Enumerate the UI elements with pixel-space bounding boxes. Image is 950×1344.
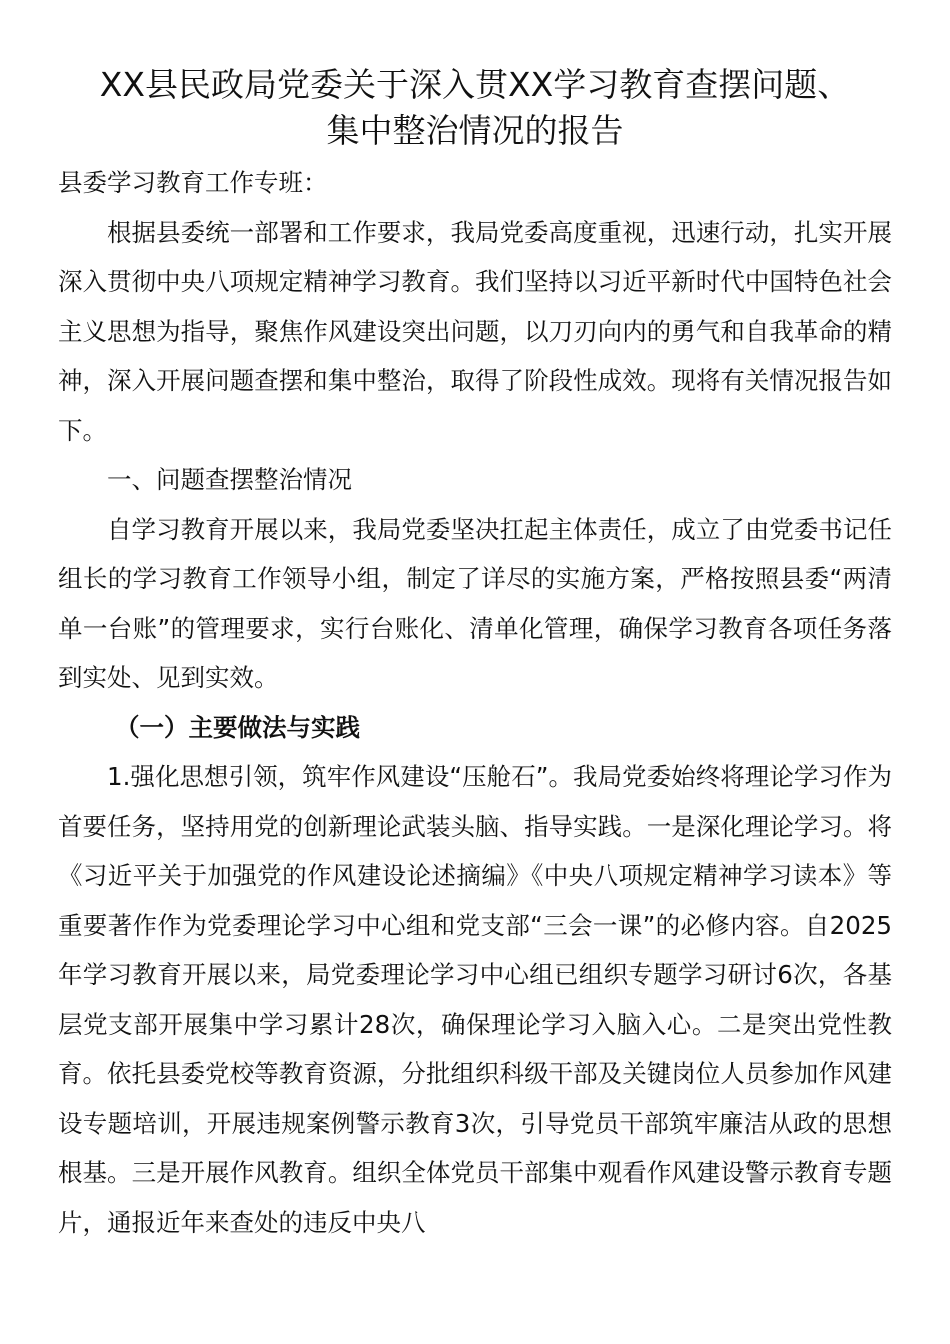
title-line-2: 集中整治情况的报告 <box>326 111 624 150</box>
subsection-heading-1: （一）主要做法与实践 <box>115 712 360 742</box>
intro-paragraph: 根据县委统一部署和工作要求，我局党委高度重视，迅速行动，扎实开展深入贯彻中央八项规定精神学习教育。我们坚持以习近平新时代中国特色社会主义思想为指导，聚焦作风建设突出问题，以刀刃向内的勇气和自我革命的精神，深入开展问题查摆和集中整治，取得了阶段性成效。现将有关情况报告如下。 <box>58 217 892 445</box>
salutation: 县委学习教育工作专班： <box>58 168 328 197</box>
document-title <box>58 62 892 154</box>
title-line-1: XX县民政局党委关于深入贯XX学习教育查摆问题、 <box>99 65 851 104</box>
section-1-paragraph: 自学习教育开展以来，我局党委坚决扛起主体责任，成立了由党委书记任组长的学习教育工作领导小组，制定了详尽的实施方案，严格按照县委“两清单一台账”的管理要求，实行台账化、清单化管理，确保学习教育各项任务落到实处、见到实效。 <box>58 514 892 692</box>
document-page <box>58 62 892 1247</box>
subsection-1-paragraph: 1.强化思想引领，筑牢作风建设“压舱石”。我局党委始终将理论学习作为首要任务，坚持用党的创新理论武装头脑、指导实践。一是深化理论学习。将《习近平关于加强党的作风建设论述摘编》《中央八项规定精神学习读本》等重要著作作为党委理论学习中心组和党支部“三会一课”的必修内容。自2025年学习教育开展以来，局党委理论学习中心组已组织专题学习研讨6次，各基层党支部开展集中学习累计28次，确保理论学习入脑入心。二是突出党性教育。依托县委党校等教育资源，分批组织科级干部及关键岗位人员参加作风建设专题培训，开展违规案例警示教育3次，引导党员干部筑牢廉洁从政的思想根基。三是开展作风教育。组织全体党员干部集中观看作风建设警示教育专题片，通报近年来查处的违反中央八 <box>58 762 892 1237</box>
section-heading-1: 一、问题查摆整治情况 <box>107 465 352 494</box>
